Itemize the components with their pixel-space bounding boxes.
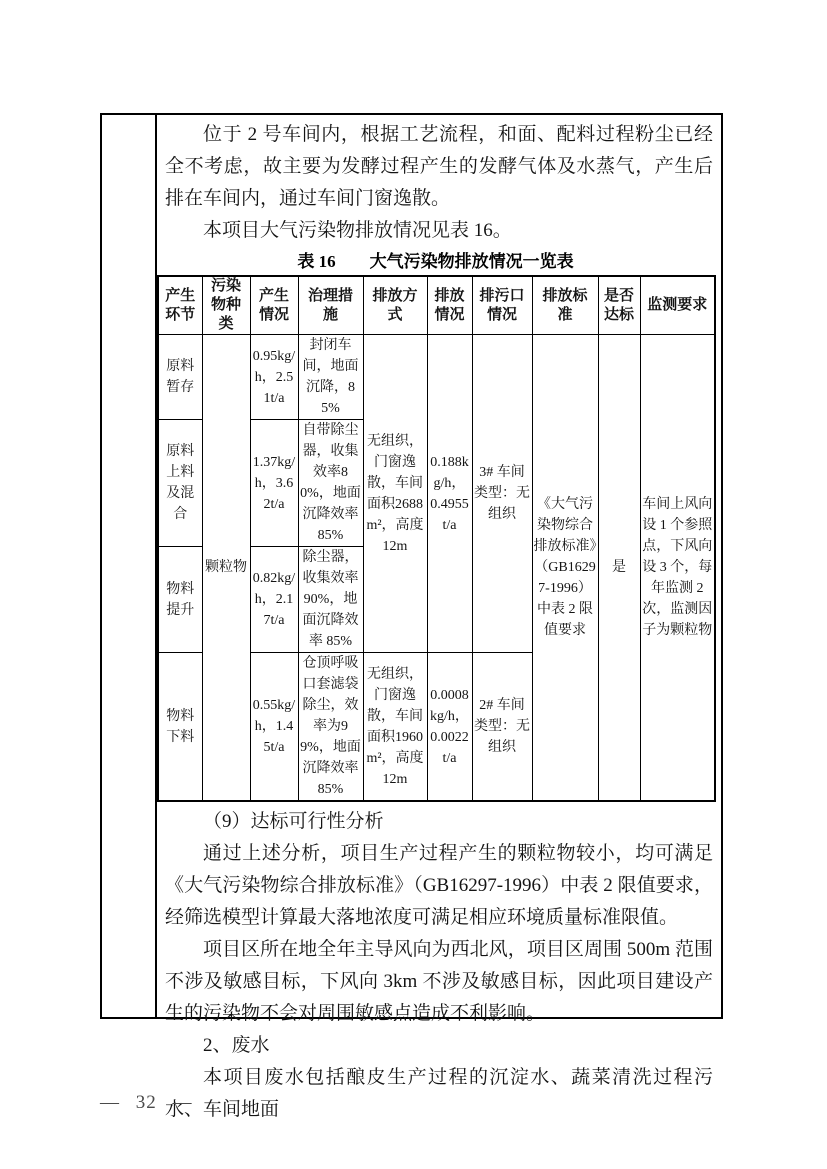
cell-treatment-discharging: 仓顶呼吸口套滤袋除尘，效率为99%，地面沉降效率 85% [298,653,363,802]
cell-treatment-feeding: 自带除尘器，收集效率80%，地面沉降效率 85% [298,420,363,547]
header-production: 产生情况 [250,276,298,335]
cell-outlet-1-3: 3# 车间 类型：无组织 [472,335,532,653]
cell-production-lifting: 0.82kg/h，2.17t/a [250,547,298,653]
intro-paragraph: 位于 2 号车间内，根据工艺流程，和面、配料过程粉尘已经全不考虑，故主要为发酵过程产生的发酵气体及水蒸气，产生后排在车间内，通过车间门窗逸散。 [165,124,713,209]
compliance-analysis-paragraph: 通过上述分析，项目生产过程产生的颗粒物较小，均可满足《大气污染物综合排放标准》（GB16297-1996）中表 2 限值要求，经筛选模型计算最大落地浓度可满足相应环境质量标准限值。 [165,843,713,928]
table-caption: 表 16 大气污染物排放情况一览表 [297,252,574,271]
cell-emission-mode-4: 无组织，门窗逸散，车间面积1960m²，高度 12m [363,653,427,802]
header-monitoring: 监测要求 [640,276,715,335]
header-outlet: 排污口情况 [472,276,532,335]
section-heading-compliance-analysis: （9）达标可行性分析 [203,811,384,832]
cell-stage-feeding: 原料上料及混合 [158,420,202,547]
header-treatment: 治理措施 [298,276,363,335]
cell-production-discharging: 0.55kg/h，1.45t/a [250,653,298,802]
main-content-column [157,115,721,1120]
cell-treatment-lifting: 除尘器，收集效率90%，地面沉降效率 85% [298,547,363,653]
cell-standard: 《大气污染物综合排放标准》（GB16297-1996）中表 2 限值要求 [532,335,598,802]
air-pollutant-emission-table [157,275,716,802]
left-margin-column [102,115,157,1017]
cell-stage-discharging: 物料下料 [158,653,202,802]
cell-production-feeding: 1.37kg/h，3.62t/a [250,420,298,547]
cell-production-storage: 0.95kg/h，2.51t/a [250,335,298,420]
cell-stage-storage: 原料暂存 [158,335,202,420]
table-header-row [158,276,715,335]
section-heading-wastewater: 2、废水 [203,1035,270,1056]
cell-emission-mode-1-3: 无组织，门窗逸散，车间面积2688m²，高度 12m [363,335,427,653]
wind-direction-paragraph: 项目区所在地全年主导风向为西北风，项目区周围 500m 范围不涉及敏感目标，下风向 3km 不涉及敏感目标，因此项目建设产生的污染物不会对周围敏感点造成不利影响。 [165,939,713,1024]
cell-emission-amount-4: 0.0008kg/h，0.0022t/a [427,653,472,802]
cell-monitoring: 车间上风向设 1 个参照点，下风向设 3 个，每年监测 2 次，监测因子为颗粒物 [640,335,715,802]
table-reference-paragraph: 本项目大气污染物排放情况见表 16。 [203,220,512,241]
header-stage: 产生环节 [158,276,202,335]
table-row [158,335,715,420]
cell-treatment-storage: 封闭车间，地面沉降，85% [298,335,363,420]
wastewater-paragraph: 本项目废水包括酿皮生产过程的沉淀水、蔬菜清洗过程污水、车间地面 [165,1067,713,1120]
header-emission-amount: 排放情况 [427,276,472,335]
cell-stage-lifting: 物料提升 [158,547,202,653]
header-compliance: 是否达标 [598,276,640,335]
cell-emission-amount-1-3: 0.188kg/h，0.4955t/a [427,335,472,653]
header-standard: 排放标准 [532,276,598,335]
page-number: — 32 — [100,1092,193,1113]
cell-outlet-4: 2# 车间 类型：无组织 [472,653,532,802]
header-emission-mode: 排放方式 [363,276,427,335]
header-pollutant-type: 污染物种类 [202,276,250,335]
cell-compliant: 是 [598,335,640,802]
cell-pollutant: 颗粒物 [202,335,250,802]
